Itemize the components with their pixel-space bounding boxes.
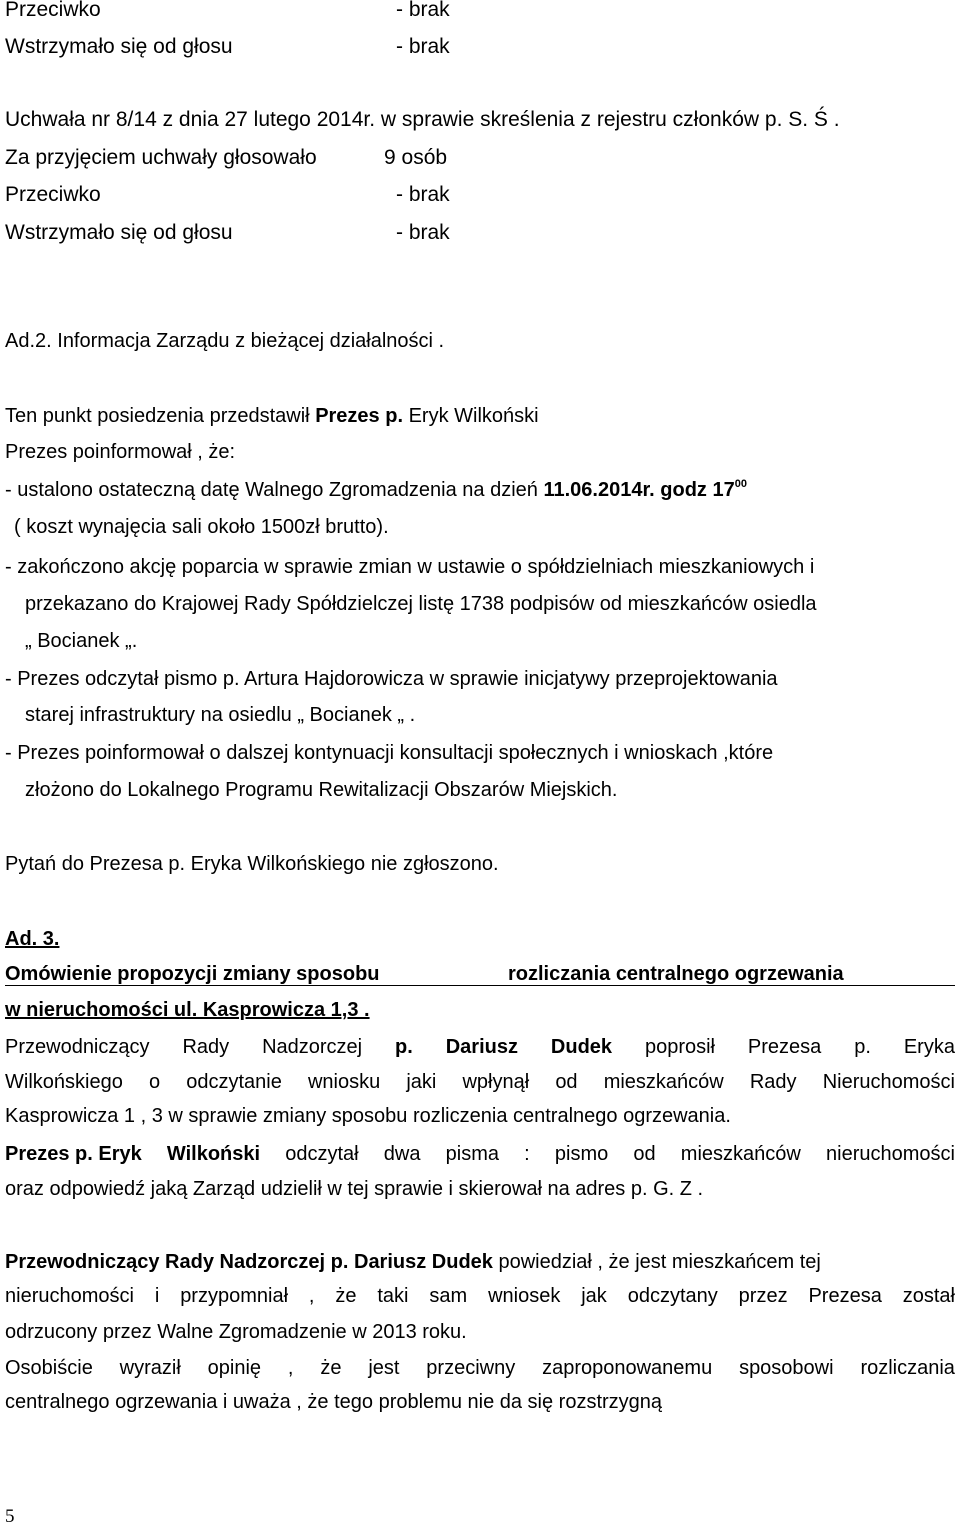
chairman-name: Przewodniczący Rady Nadzorczej p. Dariusz Dudek xyxy=(5,1251,493,1273)
word: dwa xyxy=(383,1143,421,1165)
vote-abstain-value: - brak xyxy=(396,35,450,58)
page-number: 5 xyxy=(5,1506,15,1527)
ad2-item4-line2: złożono do Lokalnego Programu Rewitalizacji Obszarów Miejskich. xyxy=(25,779,618,801)
resolution-abstain-row xyxy=(5,220,505,245)
word: Wilkoński xyxy=(166,1143,261,1165)
word: od xyxy=(633,1143,656,1165)
word: jak xyxy=(581,1285,607,1307)
resolution-against-row xyxy=(5,182,505,207)
vote-against-label: Przeciwko xyxy=(5,0,101,21)
ad3-p3-line2 xyxy=(5,1284,955,1308)
word: Dudek xyxy=(550,1036,613,1058)
resolution-abstain-label: Wstrzymało się od głosu xyxy=(5,221,233,244)
word: odczytany xyxy=(627,1285,718,1307)
word: Nieruchomości xyxy=(822,1071,955,1093)
ad2-item2-line1: - zakończono akcję poparcia w sprawie zmian w ustawie o spółdzielniach mieszkaniowych i xyxy=(5,556,815,578)
word: taki xyxy=(377,1285,409,1307)
word: Przewodniczący xyxy=(5,1036,150,1058)
resolution-for-value: 9 osób xyxy=(384,146,448,169)
word: , xyxy=(308,1285,315,1307)
ad3-p4-line2: centralnego ogrzewania i uważa , że tego problemu nie da się rozstrzygną xyxy=(5,1391,663,1413)
word: p. xyxy=(854,1036,871,1058)
word: Nadzorczej xyxy=(262,1036,363,1058)
word: Rady xyxy=(182,1036,230,1058)
word: że xyxy=(320,1357,342,1379)
word: Eryka xyxy=(903,1036,955,1058)
word: Prezesa xyxy=(747,1036,822,1058)
ad2-informed: Prezes poinformował , że: xyxy=(5,441,236,463)
word: przez xyxy=(738,1285,788,1307)
resolution-for-row xyxy=(5,145,505,170)
item1-date: 11.06.2014r. godz 17 xyxy=(543,479,735,501)
word: sam xyxy=(429,1285,468,1307)
word: wniosku xyxy=(307,1071,381,1093)
word: Prezesa xyxy=(808,1285,882,1307)
resolution-against-label: Przeciwko xyxy=(5,183,101,206)
word: Wilkońskiego xyxy=(5,1071,123,1093)
word: jaki xyxy=(406,1071,437,1093)
item1-superscript: 00 xyxy=(734,478,747,490)
word: , xyxy=(287,1357,294,1379)
word: pisma xyxy=(445,1143,499,1165)
ad3-title-part1: Omówienie propozycji zmiany sposobu xyxy=(5,963,380,985)
presenter-prefix: Ten punkt posiedzenia przedstawił xyxy=(5,405,316,427)
ad3-title-line1 xyxy=(5,963,955,986)
ad3-title-line2: w nieruchomości ul. Kasprowicza 1,3 . xyxy=(5,999,370,1021)
word: nieruchomości xyxy=(826,1143,955,1165)
ad3-p1-line1 xyxy=(5,1035,955,1059)
ad3-p1-line2 xyxy=(5,1070,955,1094)
ad2-heading: Ad.2. Informacja Zarządu z bieżącej działalności . xyxy=(5,330,445,352)
ad2-item3-line2: starej infrastruktury na osiedlu „ Bocianek „ . xyxy=(25,704,416,726)
word: : xyxy=(524,1143,530,1165)
vote-against-row xyxy=(5,0,450,22)
ad3-p3-line1 xyxy=(5,1250,955,1274)
word: odczytał xyxy=(285,1143,359,1165)
word: zaproponowanemu xyxy=(542,1357,713,1379)
word: opinię xyxy=(207,1357,262,1379)
word: poprosił xyxy=(644,1036,715,1058)
word: Osobiście xyxy=(5,1357,93,1379)
word: wniosek xyxy=(488,1285,561,1307)
word: Dariusz xyxy=(445,1036,518,1058)
resolution-for-label: Za przyjęciem uchwały głosowało xyxy=(5,146,317,169)
word: o xyxy=(148,1071,161,1093)
word: przeciwny xyxy=(426,1357,516,1379)
ad3-p4-line1 xyxy=(5,1356,955,1380)
vote-abstain-row xyxy=(5,34,505,59)
presenter-name: Eryk Wilkoński xyxy=(403,405,539,427)
vote-abstain-label: Wstrzymało się od głosu xyxy=(5,35,233,58)
word: wpłynął xyxy=(462,1071,530,1093)
ad3-title-part2: rozliczania centralnego ogrzewania xyxy=(508,963,844,985)
word: p. xyxy=(395,1036,413,1058)
ad2-item1 xyxy=(5,478,747,502)
word: rozliczania xyxy=(860,1357,955,1379)
word: jest xyxy=(368,1357,400,1379)
ad3-heading: Ad. 3. xyxy=(5,928,60,950)
word: przypomniał xyxy=(180,1285,289,1307)
word: Prezes p. Eryk xyxy=(5,1143,142,1165)
word: od xyxy=(555,1071,578,1093)
word: nieruchomości xyxy=(5,1285,134,1307)
ad3-p3-line3: odrzucony przez Walne Zgromadzenie w 2013 roku. xyxy=(5,1321,467,1343)
word: pismo xyxy=(554,1143,609,1165)
word: mieszkańców xyxy=(603,1071,724,1093)
word: został xyxy=(902,1285,955,1307)
word: mieszkańców xyxy=(680,1143,801,1165)
ad2-questions: Pytań do Prezesa p. Eryka Wilkońskiego nie zgłoszono. xyxy=(5,853,499,875)
resolution-abstain-value: - brak xyxy=(396,221,450,244)
word: odczytanie xyxy=(186,1071,282,1093)
ad3-p2-line2: oraz odpowiedź jaką Zarząd udzielił w tej sprawie i skierował na adres p. G. Z . xyxy=(5,1178,704,1200)
word: że xyxy=(335,1285,357,1307)
ad3-p2-line1 xyxy=(5,1142,955,1166)
ad2-item3-line1: - Prezes odczytał pismo p. Artura Hajdorowicza w sprawie inicjatywy przeprojektowania xyxy=(5,668,778,690)
ad2-presenter xyxy=(5,404,539,428)
word: sposobowi xyxy=(739,1357,834,1379)
word: i xyxy=(154,1285,160,1307)
word: wyraził xyxy=(119,1357,181,1379)
ad2-item1-cont: ( koszt wynajęcia sali około 1500zł brutto). xyxy=(14,516,389,538)
item1-prefix: - ustalono ostateczną datę Walnego Zgromadzenia na dzień xyxy=(5,479,544,501)
ad3-p1-line3: Kasprowicza 1 , 3 w sprawie zmiany sposobu rozliczenia centralnego ogrzewania. xyxy=(5,1105,731,1127)
ad2-item2-line2: przekazano do Krajowej Rady Spółdzielczej listę 1738 podpisów od mieszkańców osiedla xyxy=(25,593,817,615)
word: Rady xyxy=(749,1071,797,1093)
presenter-title: Prezes p. xyxy=(315,405,404,427)
ad2-item2-line3: „ Bocianek „. xyxy=(25,630,138,652)
ad2-item4-line1: - Prezes poinformował o dalszej kontynuacji konsultacji społecznych i wnioskach ,które xyxy=(5,742,774,764)
resolution-title: Uchwała nr 8/14 z dnia 27 lutego 2014r. w sprawie skreślenia z rejestru członków p. S. Ś . xyxy=(5,108,840,131)
vote-against-value: - brak xyxy=(396,0,450,21)
resolution-against-value: - brak xyxy=(396,183,450,206)
p3-rest: powiedział , że jest mieszkańcem tej xyxy=(492,1251,821,1273)
